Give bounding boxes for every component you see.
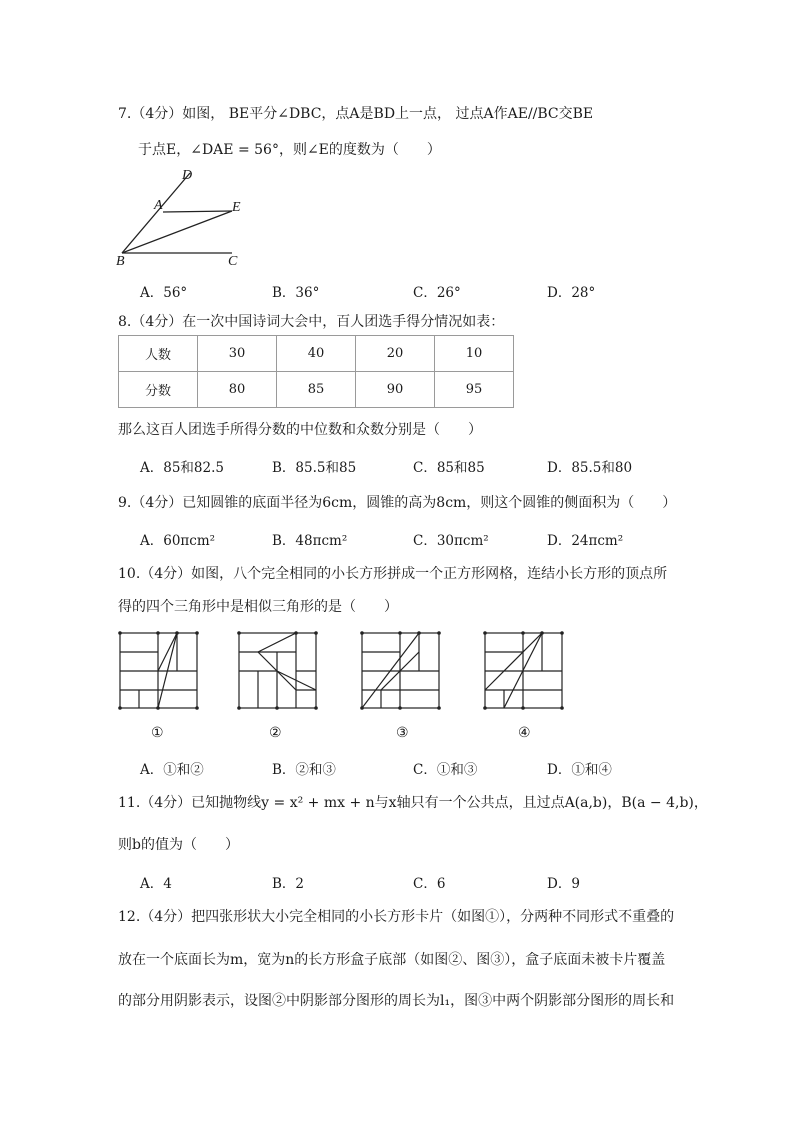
- q7-option-d: D．28°: [547, 285, 596, 301]
- q10-stem-line1: 10.（4分）如图，八个完全相同的小长方形拼成一个正方形网格，连结小长方形的顶点所: [118, 566, 668, 582]
- q10-option-a: A．①和②: [140, 762, 204, 778]
- table-row: [119, 336, 514, 372]
- q9-option-d: D．24πcm²: [547, 533, 624, 549]
- q10-figure-label-2: ②: [269, 725, 282, 741]
- q7-stem-line2: 于点E，∠DAE = 56°，则∠E的度数为（ ）: [138, 142, 441, 158]
- q7-label-e: E: [232, 200, 241, 215]
- q7-stem-line1: 7.（4分）如图， BE平分∠DBC，点A是BD上一点， 过点A作AE//BC交BE: [118, 106, 594, 122]
- q10-stem-line2: 得的四个三角形中是相似三角形的是（ ）: [118, 599, 398, 615]
- q11-option-b: B．2: [272, 876, 305, 892]
- table-cell: 90: [356, 372, 435, 408]
- q9-option-a: A．60πcm²: [140, 533, 216, 549]
- q10-grid-figure-3: [361, 632, 441, 710]
- q10-figure-label-4: ④: [518, 725, 531, 741]
- q10-grid-figure-1: [119, 632, 199, 710]
- q8-stem: 8.（4分）在一次中国诗词大会中，百人团选手得分情况如表：: [118, 314, 505, 330]
- q11-stem-line1: 11.（4分）已知抛物线y = x² + mx + n与x轴只有一个公共点，且过点A(a,b)，B(a − 4,b)，: [118, 795, 708, 811]
- q9-option-b: B．48πcm²: [272, 533, 348, 549]
- table-cell: 85: [277, 372, 356, 408]
- q12-stem-line3: 的部分用阴影表示，设图②中阴影部分图形的周长为l₁，图③中两个阴影部分图形的周长和: [118, 993, 675, 1009]
- table-cell: 40: [277, 336, 356, 372]
- q7-option-a: A．56°: [140, 285, 188, 301]
- q11-option-a: A．4: [140, 876, 172, 892]
- q10-figure-label-3: ③: [396, 725, 409, 741]
- q9-option-c: C．30πcm²: [413, 533, 489, 549]
- table-cell: 30: [198, 336, 277, 372]
- q7-label-c: C: [228, 254, 238, 269]
- table-cell: 10: [435, 336, 514, 372]
- q9-stem: 9.（4分）已知圆锥的底面半径为6cm，圆锥的高为8cm，则这个圆锥的侧面积为（ ）: [118, 495, 677, 511]
- q10-grid-figure-2: [238, 632, 318, 710]
- q8-question: 那么这百人团选手所得分数的中位数和众数分别是（ ）: [118, 422, 482, 438]
- q7-option-c: C．26°: [413, 285, 461, 301]
- q10-grid-figure-4: [484, 632, 564, 710]
- q10-option-d: D．①和④: [547, 762, 612, 778]
- q7-label-d: D: [182, 168, 193, 183]
- q11-option-d: D．9: [547, 876, 580, 892]
- q12-stem-line1: 12.（4分）把四张形状大小完全相同的小长方形卡片（如图①），分两种不同形式不重叠的: [118, 909, 675, 925]
- table-cell: 95: [435, 372, 514, 408]
- q10-option-c: C．①和③: [413, 762, 478, 778]
- q10-figure-label-1: ①: [151, 725, 164, 741]
- q7-label-b: B: [116, 254, 125, 269]
- table-row: [119, 372, 514, 408]
- q7-label-a: A: [154, 198, 163, 213]
- q8-score-table: [118, 335, 514, 408]
- q8-option-b: B．85.5和85: [272, 460, 357, 476]
- table-cell: 80: [198, 372, 277, 408]
- table-cell: 分数: [119, 372, 198, 408]
- table-cell: 20: [356, 336, 435, 372]
- q10-option-b: B．②和③: [272, 762, 336, 778]
- q11-stem-line2: 则b的值为（ ）: [118, 837, 239, 853]
- q8-option-a: A．85和82.5: [140, 460, 224, 476]
- q7-option-b: B．36°: [272, 285, 320, 301]
- q8-option-c: C．85和85: [413, 460, 485, 476]
- table-cell: 人数: [119, 336, 198, 372]
- q12-stem-line2: 放在一个底面长为m，宽为n的长方形盒子底部（如图②、图③），盒子底面未被卡片覆盖: [118, 952, 666, 968]
- q11-option-c: C．6: [413, 876, 446, 892]
- q8-option-d: D．85.5和80: [547, 460, 633, 476]
